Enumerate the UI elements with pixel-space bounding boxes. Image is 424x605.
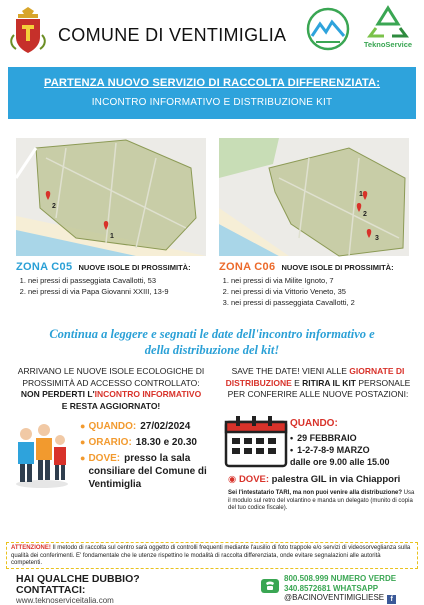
distribution-intro bbox=[220, 366, 416, 401]
intro-text: SAVE THE DATE! VIENI ALLE bbox=[231, 366, 350, 376]
intro-line bbox=[12, 389, 210, 401]
marker-label: 2 bbox=[52, 203, 56, 210]
people-meeting-icon bbox=[12, 420, 72, 490]
teknoservice-logo-text: TeknoService bbox=[363, 40, 413, 49]
delegate-note bbox=[228, 490, 418, 513]
zone-c05-info bbox=[16, 262, 216, 297]
banner-headline: PARTENZA NUOVO SERVIZIO DI RACCOLTA DIFFERENZIATA: bbox=[43, 77, 381, 89]
distribution-dates bbox=[290, 418, 418, 468]
attention-notice bbox=[6, 542, 418, 569]
map-zone-c05 bbox=[16, 138, 206, 256]
meeting-date-row bbox=[80, 420, 212, 433]
zone-header bbox=[219, 262, 419, 273]
recycle-icon bbox=[360, 4, 416, 38]
map-zone-c05-graphic bbox=[16, 138, 206, 256]
meeting-time-row bbox=[80, 436, 212, 449]
coat-of-arms-icon bbox=[8, 5, 48, 55]
bullet-icon: ● bbox=[80, 453, 86, 463]
facebook-icon[interactable]: f bbox=[387, 595, 396, 604]
attention-text: Il metodo di raccolta sul centro sarà oggetto di controlli frequenti mediante l'ausilio di foto trappole e/o servizi di videosorveglianza sulla qualità dei conferimenti. E' fondamentale che le utenze rispettino le modalità di raccolta differenziata, onde evitare segnalazioni alle autorità competenti. bbox=[11, 545, 411, 566]
list-item: 3. nei pressi di passeggiata Cavallotti, 2 bbox=[231, 297, 419, 308]
intro-text: NON PERDERTI L' bbox=[20, 389, 95, 399]
distribution-date-label: QUANDO: bbox=[290, 418, 338, 429]
calendar-icon bbox=[222, 414, 290, 470]
marker-label: 3 bbox=[375, 235, 379, 242]
distribution-place bbox=[228, 474, 418, 485]
toll-free-number[interactable]: 800.508.999 NUMERO VERDE bbox=[284, 574, 397, 583]
callout-line: della distribuzione del kit! bbox=[144, 343, 280, 357]
distribution-hours: dalle ore 9.00 alle 15.00 bbox=[290, 457, 390, 467]
banner-subheadline: INCONTRO INFORMATIVO E DISTRIBUZIONE KIT bbox=[91, 97, 333, 108]
callout-line: Continua a leggere e segnati le date dell'incontro informativo e bbox=[49, 327, 375, 341]
list-item: 1. nei pressi di via Milite Ignoto, 7 bbox=[231, 275, 419, 286]
bullet-icon: ● bbox=[80, 437, 86, 447]
zone-c05-list bbox=[16, 275, 216, 297]
list-item: 1. nei pressi di passeggiata Cavallotti, 53 bbox=[28, 275, 216, 286]
zone-code: ZONA C05 bbox=[16, 261, 73, 273]
meeting-details bbox=[80, 420, 212, 494]
meeting-place-row bbox=[80, 452, 212, 491]
intro-line: PROSSIMITÀ AD ACCESSO CONTROLLATO: bbox=[22, 377, 200, 388]
contact-question: HAI QUALCHE DUBBIO? bbox=[16, 573, 140, 585]
contact-section bbox=[16, 574, 236, 605]
intro-highlight: RITIRA IL KIT bbox=[302, 377, 357, 388]
meeting-date-label: QUANDO: bbox=[88, 421, 137, 432]
zone-code: ZONA C06 bbox=[219, 261, 276, 273]
waste-service-logo-icon bbox=[304, 6, 352, 52]
intro-highlight: INCONTRO INFORMATIVO bbox=[94, 389, 202, 399]
website-link[interactable]: www.teknoserviceitalia.com bbox=[16, 596, 114, 605]
teknoservice-logo bbox=[360, 4, 416, 56]
meeting-time-value: 18.30 e 20.30 bbox=[135, 437, 197, 448]
list-item: • 1-2-7-8-9 MARZO bbox=[290, 444, 418, 456]
marker-label: 2 bbox=[363, 211, 367, 218]
distribution-place-label: DOVE: bbox=[238, 474, 270, 485]
list-item: 2. nei pressi di via Vittorio Veneto, 35 bbox=[231, 286, 419, 297]
whatsapp-number[interactable]: 340.8572681 WHATSAPP bbox=[284, 583, 379, 593]
meeting-date-value: 27/02/2024 bbox=[140, 421, 191, 432]
list-item: • 29 FEBBRAIO bbox=[290, 432, 418, 444]
zone-header bbox=[16, 262, 216, 273]
marker-label: 1 bbox=[359, 191, 363, 198]
intro-highlight: GIORNATE DI DISTRIBUZIONE bbox=[225, 366, 405, 388]
location-pin-icon: ◉ bbox=[228, 474, 237, 485]
attention-label: ATTENZIONE! bbox=[11, 545, 51, 551]
distribution-date-list bbox=[290, 432, 418, 456]
continue-reading-callout bbox=[20, 326, 404, 358]
meeting-place-label: DOVE: bbox=[88, 453, 121, 464]
zone-heading: NUOVE ISOLE DI PROSSIMITÀ: bbox=[281, 263, 394, 272]
bullet-icon: ● bbox=[80, 421, 86, 431]
intro-text: PERSONALE PER CONFERIRE ALLE NUOVE POSTAZIONI: bbox=[227, 377, 411, 399]
list-item: 2. nei pressi di via Papa Giovanni XXIII, 13-9 bbox=[28, 286, 216, 297]
map-zone-c06-graphic bbox=[219, 138, 409, 256]
social-handle-row bbox=[284, 593, 422, 604]
page-title: COMUNE DI VENTIMIGLIA bbox=[58, 25, 287, 45]
contact-heading: CONTATTACI: bbox=[16, 584, 86, 596]
zone-heading: NUOVE ISOLE DI PROSSIMITÀ: bbox=[78, 263, 191, 272]
intro-line: E RESTA AGGIORNATO! bbox=[61, 400, 161, 411]
meeting-place-value: presso la sala consiliare del Comune di Ventimiglia bbox=[88, 453, 207, 490]
distribution-place-value: palestra GIL in via Chiappori bbox=[271, 474, 401, 485]
marker-label: 1 bbox=[110, 233, 114, 240]
meeting-time-label: ORARIO: bbox=[88, 437, 132, 448]
map-zone-c06 bbox=[219, 138, 409, 256]
title-banner bbox=[8, 67, 416, 119]
header bbox=[0, 0, 424, 60]
contact-numbers bbox=[284, 574, 422, 604]
meeting-intro bbox=[12, 366, 210, 412]
intro-text: E bbox=[291, 377, 303, 388]
intro-line: ARRIVANO LE NUOVE ISOLE ECOLOGICHE DI bbox=[17, 366, 205, 376]
note-question: Sei l'intestatario TARI, ma non puoi venire alla distribuzione? bbox=[228, 490, 403, 496]
social-handle[interactable]: @BACINOVENTIMIGLIESE bbox=[284, 593, 385, 602]
note-text: Usa il modulo sul retro del volantino e manda un delegato (munito di copia del tuo codice fiscale). bbox=[228, 490, 415, 511]
phone-icon bbox=[260, 577, 280, 595]
zone-c06-info bbox=[219, 262, 419, 308]
zone-c06-list bbox=[219, 275, 419, 308]
